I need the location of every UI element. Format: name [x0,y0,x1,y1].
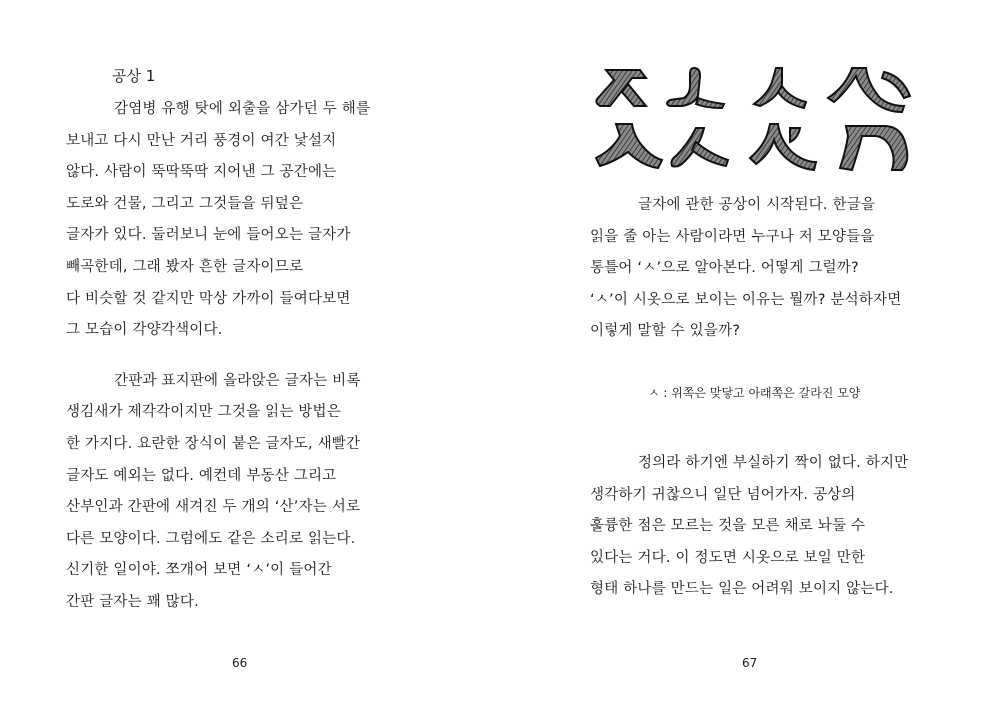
section-heading: 공상 1 [112,67,156,85]
siot-glyph-2-icon [667,68,724,108]
text-line: ‘ㅅ’이 시옷으로 보이는 이유는 뭘까? 분석하자면 [590,291,902,308]
siot-glyph-7-icon [750,124,816,170]
text-line: 감염병 유행 탓에 외출을 삼가던 두 해를 [114,101,371,117]
left-page-text [66,64,426,619]
text-line: 있다는 거다. 이 정도면 시옷으로 보일 만한 [590,549,866,566]
text-line: 정의라 하기엔 부실하기 짝이 없다. 하지만 [638,455,909,471]
text-line: 형태 하나를 만드는 일은 어려워 보이지 않는다. [590,581,894,598]
text-line: 간판 글자는 꽤 많다. [66,593,199,610]
siot-glyph-8-icon [840,126,907,170]
text-line: 이렇게 말할 수 있을까? [590,323,741,340]
text-line: 그 모습이 각양각색이다. [66,322,223,339]
siot-glyph-1-icon [596,70,646,106]
page-number-left: 66 [232,656,248,670]
siot-glyph-illustration [584,62,934,180]
right-paragraph-1 [590,190,950,348]
right-paragraph-2 [590,448,950,606]
siot-definition: ㅅ : 위쪽은 맞닿고 아래쪽은 갈라진 모양 [648,386,861,400]
right-page-text [590,190,950,348]
text-line: 훌륭한 점은 모르는 것을 모른 채로 놔둘 수 [590,518,866,535]
text-line: 생김새가 제각각이지만 그것을 읽는 방법은 [66,404,341,421]
siot-glyph-5-icon [596,124,662,168]
text-line: 도로와 건물, 그리고 그것들을 뒤덮은 [66,195,304,212]
siot-glyph-6-icon [672,128,729,167]
text-line: 보내고 다시 만난 거리 풍경이 여간 낯설지 [66,132,337,149]
left-paragraph-2 [66,366,426,619]
text-line: 않다. 사람이 뚝딱뚝딱 지어낸 그 공간에는 [66,164,337,181]
text-line: 신기한 일이야. 쪼개어 보면 ‘ㅅ’이 들어간 [66,562,332,579]
text-line: 다른 모양이다. 그럼에도 같은 소리로 읽는다. [66,530,356,547]
text-line: 글자가 있다. 둘러보니 눈에 들어오는 글자가 [66,227,351,244]
text-line: 읽을 줄 아는 사람이라면 누구나 저 모양들을 [590,228,875,245]
text-line: 글자에 관한 공상이 시작된다. 한글을 [638,197,876,213]
siot-glyph-4-icon [828,68,910,112]
siot-glyph-grid [584,62,934,180]
text-line: 다 비슷할 것 같지만 막상 가까이 들여다보면 [66,290,351,307]
text-line: 빼곡한데, 그래 봤자 흔한 글자이므로 [66,258,304,275]
text-line: 글자도 예외는 없다. 예컨데 부동산 그리고 [66,467,337,484]
text-line: 산부인과 간판에 새겨진 두 개의 ‘산’자는 서로 [66,499,361,516]
paragraph-gap [66,347,426,366]
siot-glyph-3-icon [754,68,806,108]
text-line: 한 가지다. 요란한 장식이 붙은 글자도, 새빨간 [66,435,361,452]
page-number-right: 67 [742,656,758,670]
text-line: 통틀어 ‘ㅅ’으로 알아본다. 어떻게 그럴까? [590,260,859,277]
text-line: 생각하기 귀찮으니 일단 넘어가자. 공상의 [590,486,856,503]
left-paragraph-1 [66,94,426,347]
text-line: 간판과 표지판에 올라앉은 글자는 비록 [114,372,361,389]
